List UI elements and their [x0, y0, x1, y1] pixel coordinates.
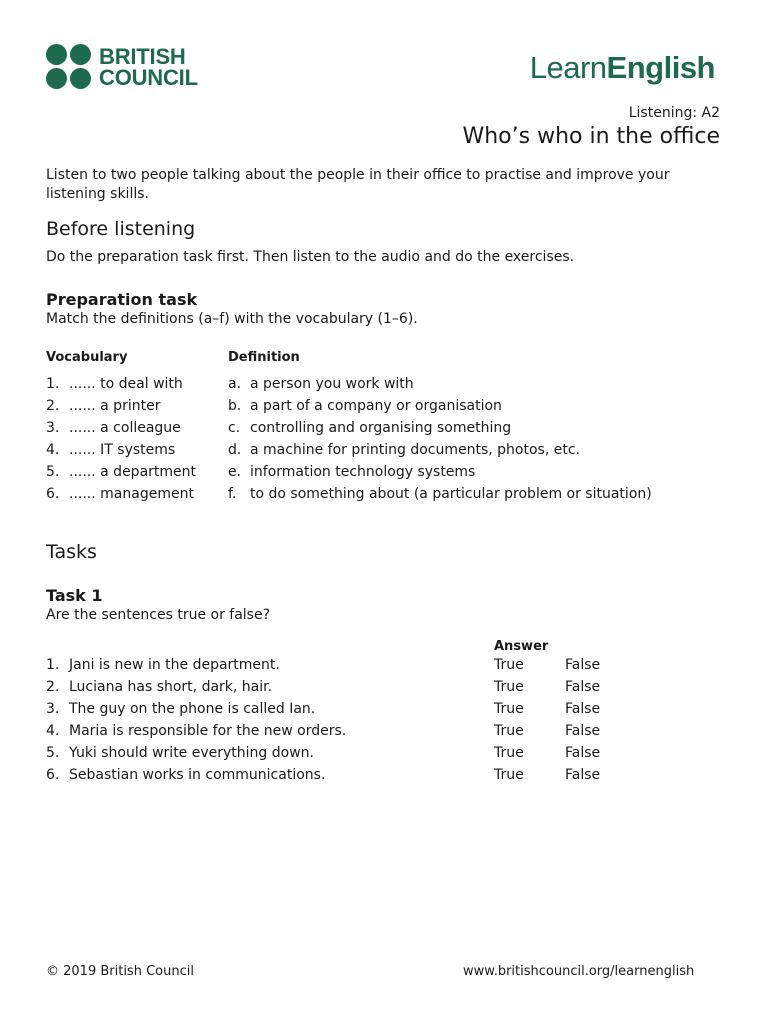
copyright-text: © 2019 British Council — [46, 964, 194, 979]
preparation-heading: Preparation task — [46, 290, 198, 309]
definition-letter: d. — [228, 442, 242, 458]
vocabulary-item: ...... to deal with — [69, 376, 183, 392]
definition-letter: f. — [228, 486, 237, 502]
preparation-instruction: Match the definitions (a–f) with the vocabulary (1–6). — [46, 311, 418, 327]
vocabulary-item: ...... IT systems — [69, 442, 176, 458]
task-sentence: Yuki should write everything down. — [69, 745, 314, 761]
definition-item: a person you work with — [250, 376, 414, 392]
footer-url-link[interactable]: www.britishcouncil.org/learnenglish — [463, 964, 695, 979]
vocabulary-number: 6. — [46, 486, 60, 502]
vocabulary-column-header: Vocabulary — [46, 350, 128, 365]
false-option[interactable]: False — [565, 701, 601, 717]
task-sentence: Jani is new in the department. — [69, 657, 280, 673]
vocabulary-number: 3. — [46, 420, 60, 436]
true-option[interactable]: True — [494, 679, 524, 695]
before-listening-heading: Before listening — [46, 218, 196, 240]
page-title: Who’s who in the office — [462, 124, 720, 149]
definition-letter: a. — [228, 376, 242, 392]
before-listening-text: Do the preparation task first. Then listen to the audio and do the exercises. — [46, 249, 575, 265]
task-sentence-number: 5. — [46, 745, 60, 761]
definition-column-header: Definition — [228, 350, 300, 365]
brand-bold: English — [606, 50, 715, 85]
task-sentence: The guy on the phone is called Ian. — [69, 701, 316, 717]
true-option[interactable]: True — [494, 657, 524, 673]
vocabulary-item: ...... management — [69, 486, 194, 502]
task-1-instruction: Are the sentences true or false? — [46, 607, 271, 623]
definition-letter: b. — [228, 398, 242, 414]
false-option[interactable]: False — [565, 657, 601, 673]
task-sentence-number: 6. — [46, 767, 60, 783]
true-option[interactable]: True — [494, 701, 524, 717]
task-sentence: Luciana has short, dark, hair. — [69, 679, 273, 695]
vocabulary-number: 4. — [46, 442, 60, 458]
vocabulary-item: ...... a department — [69, 464, 197, 480]
true-option[interactable]: True — [494, 723, 524, 739]
vocabulary-item: ...... a printer — [69, 398, 161, 414]
definition-letter: c. — [228, 420, 241, 436]
false-option[interactable]: False — [565, 723, 601, 739]
task-sentence: Maria is responsible for the new orders. — [69, 723, 347, 739]
task-sentence-number: 4. — [46, 723, 60, 739]
definition-letter: e. — [228, 464, 242, 480]
answer-column-header: Answer — [494, 639, 549, 654]
vocabulary-item: ...... a colleague — [69, 420, 181, 436]
tasks-heading: Tasks — [46, 541, 97, 563]
vocabulary-number: 5. — [46, 464, 60, 480]
definition-item: a machine for printing documents, photos, etc. — [250, 442, 580, 458]
task-sentence: Sebastian works in communications. — [69, 767, 326, 783]
logo-line-2: COUNCIL — [99, 64, 198, 90]
vocabulary-number: 1. — [46, 376, 60, 392]
intro-text: Listen to two people talking about the people in their office to practise and improve your listening skills. — [46, 167, 670, 202]
task-sentence-number: 2. — [46, 679, 60, 695]
task-sentence-number: 3. — [46, 701, 60, 717]
definition-item: information technology systems — [250, 464, 476, 480]
false-option[interactable]: False — [565, 745, 601, 761]
true-option[interactable]: True — [494, 745, 524, 761]
definition-item: a part of a company or organisation — [250, 398, 502, 414]
vocabulary-number: 2. — [46, 398, 60, 414]
definition-item: to do something about (a particular problem or situation) — [250, 486, 652, 502]
false-option[interactable]: False — [565, 767, 601, 783]
task-1-heading: Task 1 — [46, 586, 103, 605]
logo-line-1: BRITISH — [99, 43, 186, 69]
learnenglish-logo — [530, 50, 715, 86]
level-label: Listening: A2 — [628, 105, 720, 121]
british-council-logo — [46, 44, 198, 89]
true-option[interactable]: True — [494, 767, 524, 783]
task-sentence-number: 1. — [46, 657, 60, 673]
logo-dots-icon — [46, 44, 91, 89]
false-option[interactable]: False — [565, 679, 601, 695]
definition-item: controlling and organising something — [250, 420, 512, 436]
brand-light: Learn — [529, 50, 607, 85]
